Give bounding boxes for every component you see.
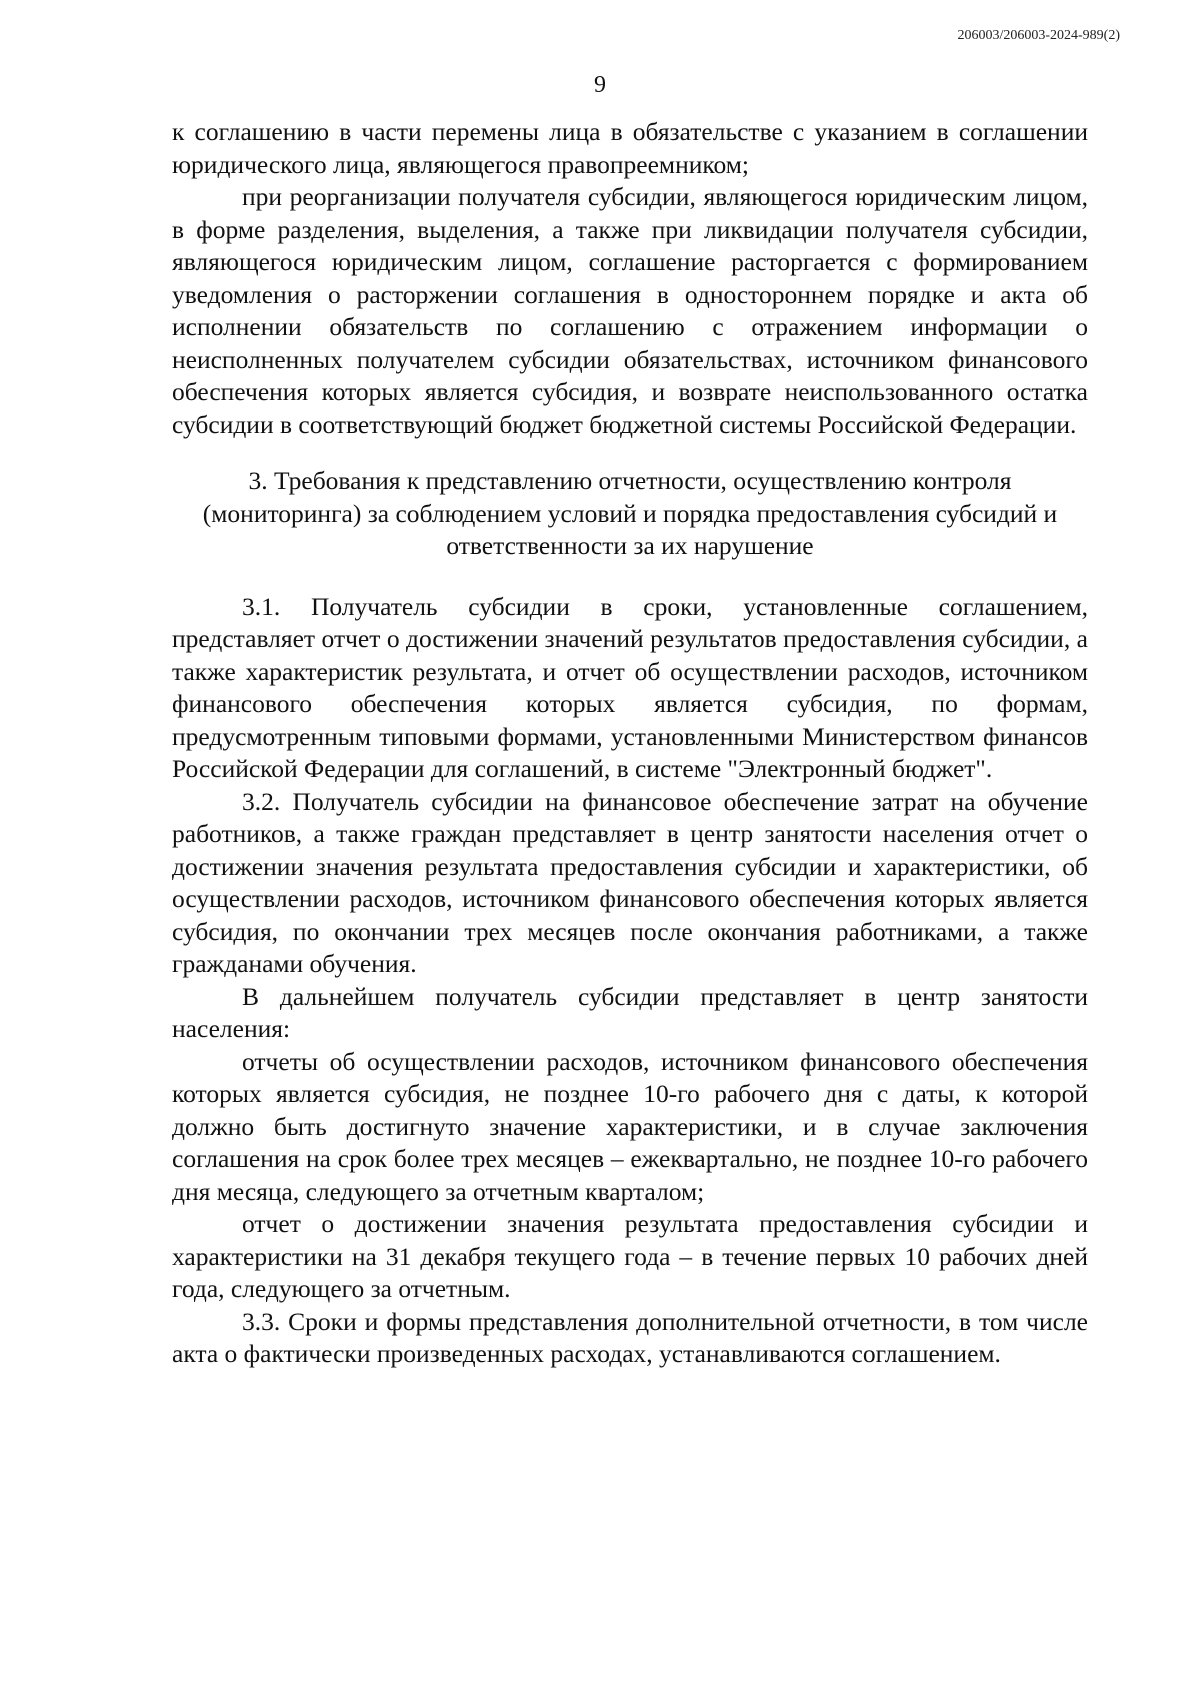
paragraph: В дальнейшем получатель субсидии представляет в центр занятости населения:	[172, 981, 1088, 1043]
page-number: 9	[594, 72, 606, 98]
paragraph-continuation: к соглашению в части перемены лица в обязательстве с указанием в соглашении юридического лица, являющегося правопреемником;	[172, 117, 1088, 179]
paragraph-3-3: 3.3. Сроки и формы представления дополнительной отчетности, в том числе акта о фактически произведенных расходах, устанавливаются соглашением.	[172, 1306, 1088, 1368]
paragraph: при реорганизации получателя субсидии, являющегося юридическим лицом, в форме разделения, выделения, а также при ликвидации получателя субсидии, являющегося юридическим лицом, соглашение расторгается с формированием уведомления о расторжении соглашения в одностороннем порядке и акта об исполнении обязательств по соглашению с отражением информации о неисполненных получателем субсидии обязательствах, источником финансового обеспечения которых является субсидия, и возврате неиспользованного остатка субсидии в соответствующий бюджет бюджетной системы Российской Федерации.	[172, 182, 1088, 439]
paragraph: отчет о достижении значения результата предоставления субсидии и характеристики на 31 декабря текущего года – в течение первых 10 рабочих дней года, следующего за отчетным.	[172, 1209, 1088, 1303]
document-body	[172, 116, 1088, 1371]
section-heading: 3. Требования к представлению отчетности, осуществлению контроля (мониторинга) за соблюдением условий и порядка предоставления субсидий и ответственности за их нарушение	[202, 466, 1058, 560]
paragraph-3-2: 3.2. Получатель субсидии на финансовое обеспечение затрат на обучение работников, а также граждан представляет в центр занятости населения отчет о достижении значения результата предоставления субсидии и характеристики, об осуществлении расходов, источником финансового обеспечения которых является субсидия, по окончании трех месяцев после окончания работниками, а также гражданами обучения.	[172, 786, 1088, 978]
paragraph-3-1: 3.1. Получатель субсидии в сроки, установленные соглашением, представляет отчет о достижении значений результатов предоставления субсидии, а также характеристик результата, и отчет об осуществлении расходов, источником финансового обеспечения которых является субсидия, по формам, предусмотренным типовыми формами, установленными Министерством финансов Российской Федерации для соглашений, в системе "Электронный бюджет".	[172, 591, 1088, 783]
document-id: 206003/206003-2024-989(2)	[957, 28, 1120, 43]
paragraph: отчеты об осуществлении расходов, источником финансового обеспечения которых является субсидия, не позднее 10-го рабочего дня с даты, к которой должно быть достигнуто значение характеристики, и в случае заключения соглашения на срок более трех месяцев – ежеквартально, не позднее 10-го рабочего дня месяца, следующего за отчетным кварталом;	[172, 1046, 1088, 1206]
